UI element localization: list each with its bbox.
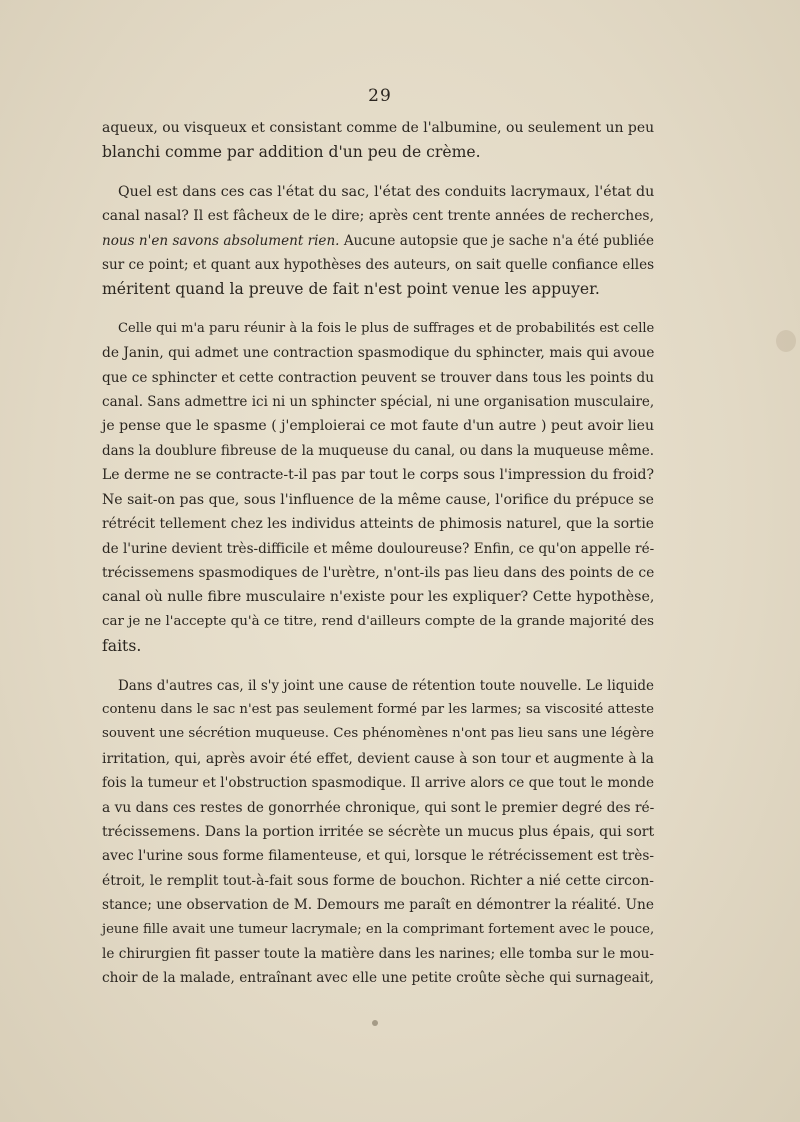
text-line: méritent quand la preuve de fait n'est point venue les appuyer. [102, 280, 600, 299]
text-line: Dans d'autres cas, il s'y joint une cause de rétention toute nouvelle. Le liquide [118, 677, 654, 694]
text-line: Ne sait-on pas que, sous l'influence de la même cause, l'orifice du prépuce se [102, 491, 654, 508]
text-line: canal. Sans admettre ici ni un sphincter spécial, ni une organisation musculaire, [102, 394, 655, 411]
paragraph-4 [102, 674, 654, 991]
text-line: contenu dans le sac n'est pas seulement formé par les larmes; sa viscosité atteste [102, 701, 654, 717]
text-line: que ce sphincter et cette contraction peuvent se trouver dans tous les points du [102, 369, 654, 386]
text-line: Le derme ne se contracte-t-il pas par tout le corps sous l'impression du froid? [102, 467, 654, 484]
text-line: canal où nulle fibre musculaire n'existe pour les expliquer? Cette hypothèse, [102, 589, 655, 606]
text-line: dans la doublure fibreuse de la muqueuse du canal, ou dans la muqueuse même. [102, 442, 654, 459]
text-line: le chirurgien fit passer toute la matière dans les narines; elle tomba sur le mou- [102, 946, 654, 962]
text-line: stance; une observation de M. Demours me paraît en démontrer la réalité. Une [102, 897, 654, 914]
text-line: de Janin, qui admet une contraction spasmodique du sphincter, mais qui avoue [102, 345, 655, 362]
page-number: 29 [368, 86, 392, 106]
text-line: étroit, le remplit tout-à-fait sous forme de bouchon. Richter a nié cette circon- [102, 872, 654, 889]
paragraph-1 [102, 116, 654, 165]
text-line: faits. [102, 637, 142, 656]
paper-stain [372, 1020, 378, 1026]
text-line: Quel est dans ces cas l'état du sac, l'état des conduits lacrymaux, l'état du [118, 183, 655, 200]
paragraph-2 [102, 180, 654, 302]
text-line: sur ce point; et quant aux hypothèses des auteurs, on sait quelle confiance elles [102, 257, 655, 274]
text-line: choir de la malade, entraînant avec elle une petite croûte sèche qui surnageait, [102, 970, 654, 987]
text-line: fois la tumeur et l'obstruction spasmodique. Il arrive alors ce que tout le monde [102, 775, 654, 792]
text-line: rétrécit tellement chez les individus atteints de phimosis naturel, que la sortie [102, 516, 654, 533]
text-line: irritation, qui, après avoir été effet, devient cause à son tour et augmente à la [102, 750, 654, 767]
body-text [102, 116, 654, 1006]
text-line: trécissemens. Dans la portion irritée se sécrète un mucus plus épais, qui sort [102, 823, 655, 840]
text-line: a vu dans ces restes de gonorrhée chronique, qui sont le premier degré des ré- [102, 799, 655, 816]
text-line: jeune fille avait une tumeur lacrymale; en la comprimant fortement avec le pouce, [102, 921, 655, 937]
text-line: canal nasal? Il est fâcheux de le dire; après cent trente années de recherches, [102, 208, 654, 225]
text-line: aqueux, ou visqueux et consistant comme de l'albumine, ou seulement un peu [102, 120, 655, 136]
text-line: souvent une sécrétion muqueuse. Ces phénomènes n'ont pas lieu sans une légère [102, 726, 654, 742]
text-line: avec l'urine sous forme filamenteuse, et qui, lorsque le rétrécissement est très- [102, 848, 654, 865]
text-line: Celle qui m'a paru réunir à la fois le plus de suffrages et de probabilités est celle [118, 320, 655, 336]
text-line: car je ne l'accepte qu'à ce titre, rend d'ailleurs compte de la grande majorité des [102, 613, 654, 629]
text-line: nous n'en savons absolument rien. Aucune autopsie que je sache n'a été publiée [102, 232, 654, 249]
emphasis: nous n'en savons absolument rien. [102, 232, 340, 249]
text-line: trécissemens spasmodiques de l'urètre, n'ont-ils pas lieu dans des points de ce [102, 564, 655, 581]
text-line: je pense que le spasme ( j'emploierai ce mot faute d'un autre ) peut avoir lieu [102, 418, 654, 435]
paper-stain [776, 330, 796, 352]
text-line: blanchi comme par addition d'un peu de crème. [102, 143, 481, 162]
text-line: de l'urine devient très-difficile et même douloureuse? Enfin, ce qu'on appelle ré- [102, 540, 655, 557]
paragraph-3 [102, 317, 654, 659]
